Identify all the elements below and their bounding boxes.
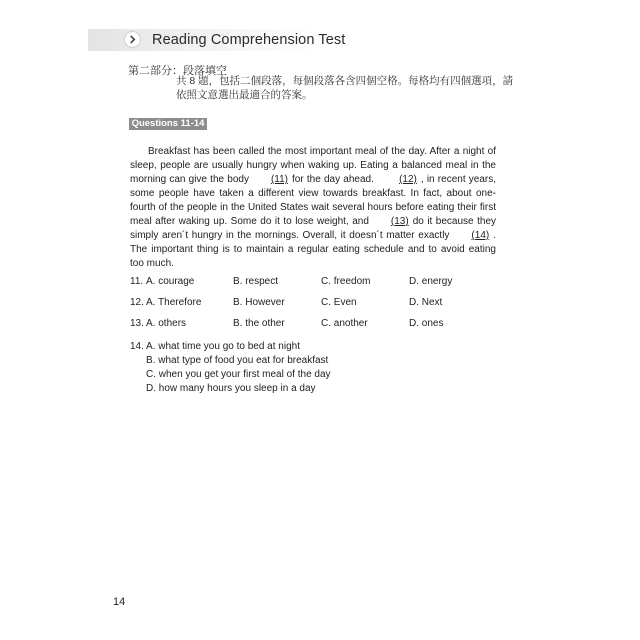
- option-b: B. respect: [233, 276, 279, 287]
- option-d: D. energy: [409, 276, 453, 287]
- passage-text: do it because they simply aren´t hungry in the mornings. Overall, it doesn´t matter exactly: [130, 216, 497, 241]
- option-c: C. freedom: [321, 276, 371, 287]
- blank-12: (12): [399, 174, 417, 185]
- passage-text: , in recent years, some people have taken a different view towards breakfast. In fact, about one-fourth of the people in the United States wait several hours before eating their first meal after waking up. Some do it to lose weight, and: [130, 174, 497, 227]
- blank-11: (11): [270, 174, 288, 185]
- part-description: 共 8 題，包括二個段落，每個段落各含四個空格。每格均有四個選項，請依照文意選出最適合的答案。: [176, 75, 514, 101]
- option-a: A. others: [146, 318, 187, 329]
- passage-paragraph: [130, 145, 496, 271]
- option-b: B. However: [233, 297, 285, 308]
- chevron-right-icon: [124, 31, 141, 48]
- option-b: B. what type of food you eat for breakfast: [146, 355, 329, 366]
- question-number: 11.: [130, 276, 144, 287]
- part-title: 第二部分：段落填空: [128, 65, 227, 77]
- option-a: A. Therefore: [146, 297, 202, 308]
- passage-text: . The important thing is to maintain a regular eating schedule and to avoid eating too much.: [130, 230, 496, 269]
- option-c: C. when you get your first meal of the day: [146, 369, 331, 380]
- header-title: Reading Comprehension Test: [152, 32, 346, 48]
- question-number: 13.: [130, 318, 144, 329]
- option-d: D. ones: [409, 318, 444, 329]
- question-number: 12.: [130, 297, 144, 308]
- passage-text: Breakfast has been called the most important meal of the day. After a night of sleep, people are usually hungry when waking up. Eating a balanced meal in the morning can give the body: [130, 146, 496, 185]
- option-a: A. courage: [146, 276, 195, 287]
- blank-13: (13): [390, 216, 409, 227]
- blank-14: (14): [471, 230, 490, 241]
- option-c: C. Even: [321, 297, 357, 308]
- page-number: 14: [113, 596, 126, 608]
- question-number: 14.: [130, 341, 144, 352]
- questions-label: Questions 11-14: [129, 118, 207, 130]
- option-a: A. what time you go to bed at night: [146, 341, 300, 352]
- passage-text: for the day ahead.: [292, 174, 374, 185]
- option-b: B. the other: [233, 318, 285, 329]
- option-d: D. how many hours you sleep in a day: [146, 383, 316, 394]
- option-c: C. another: [321, 318, 368, 329]
- chevron-right-glyph: [128, 35, 137, 44]
- passage: [130, 145, 496, 271]
- option-d: D. Next: [409, 297, 443, 308]
